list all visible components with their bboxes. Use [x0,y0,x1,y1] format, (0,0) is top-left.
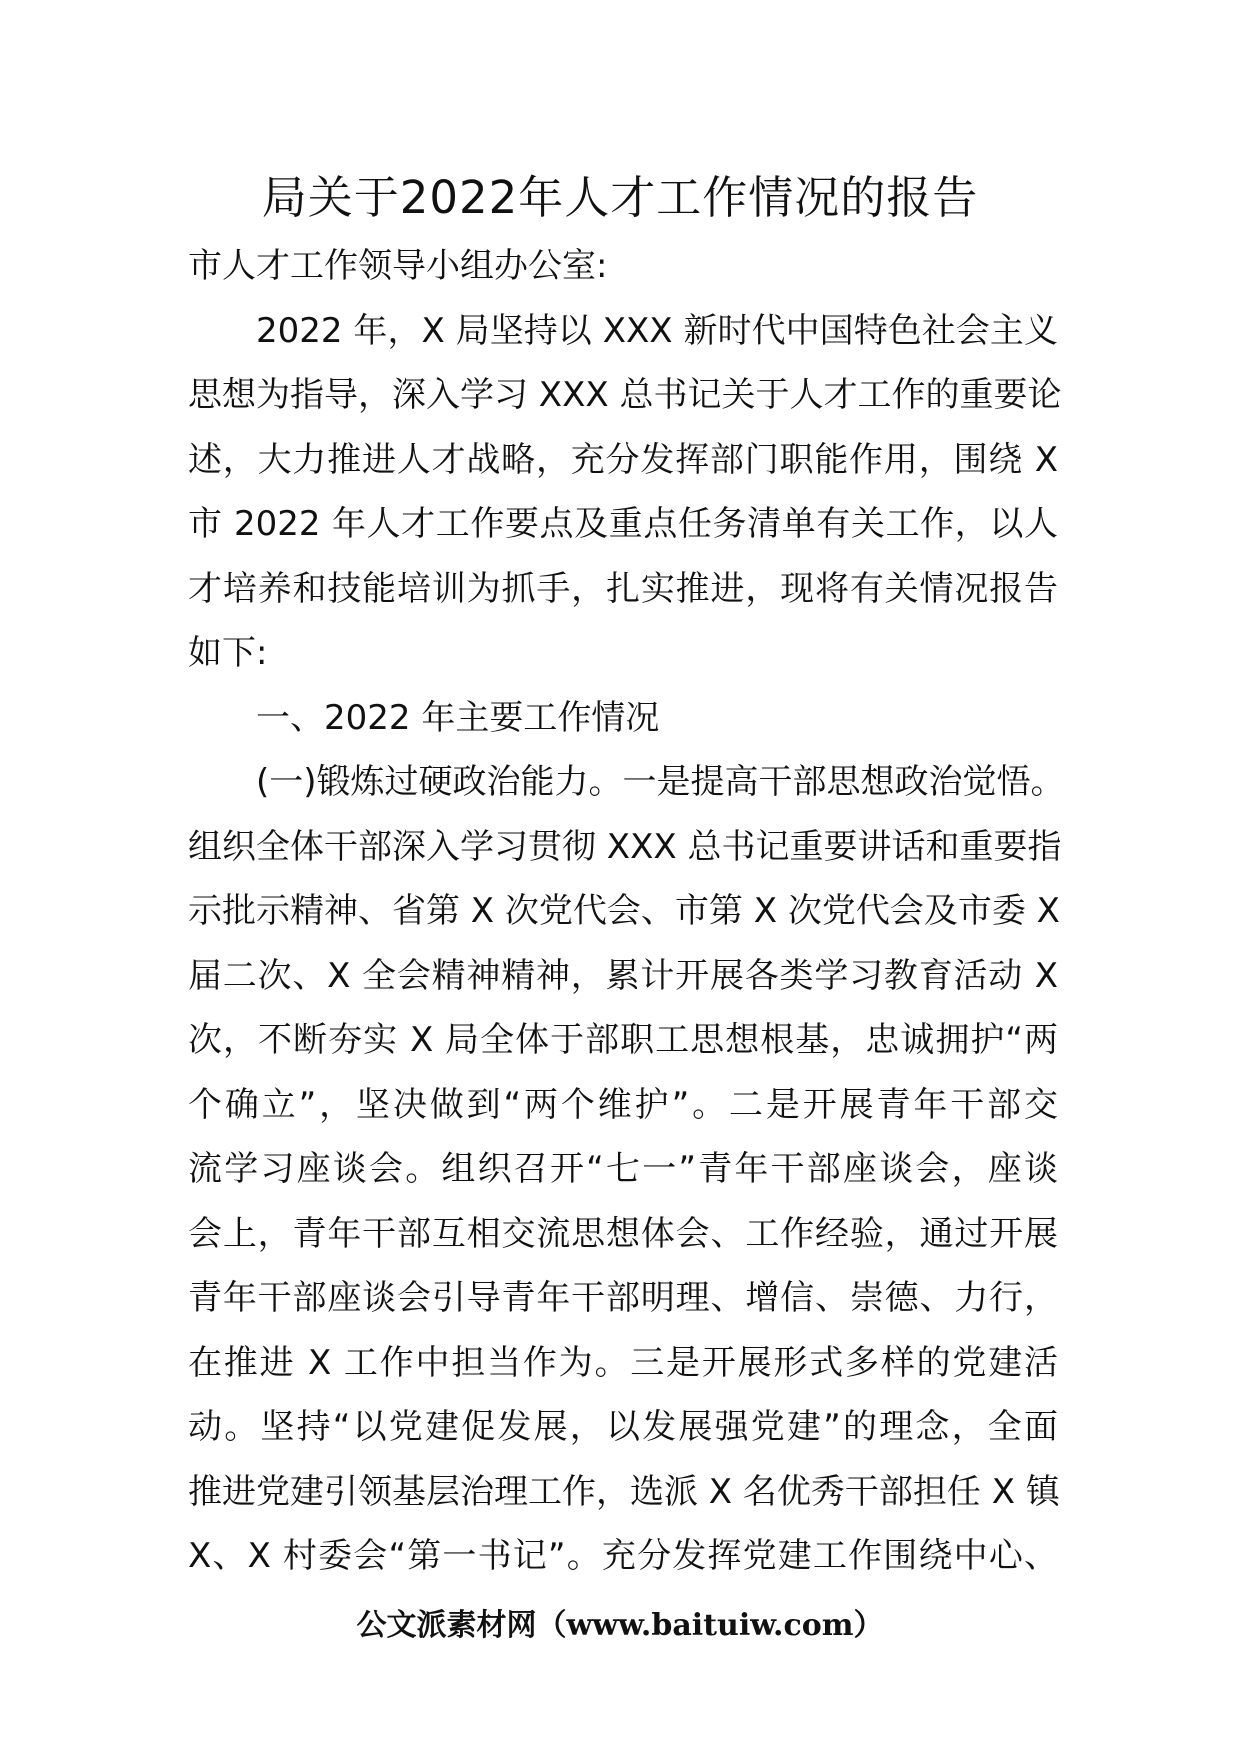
salutation-line: 市人才工作领导小组办公室: [188,246,608,286]
body-line: 思想为指导，深入学习 XXX 总书记关于人才工作的重要论 [188,375,1062,415]
body-line: 组织全体干部深入学习贯彻 XXX 总书记重要讲话和重要指 [188,826,1062,867]
body-line: 次，不断夯实 X 局全体于部职工思想根基，忠诚拥护“两 [188,1020,1058,1060]
document-body [188,234,1065,1589]
body-line: 述，大力推进人才战略，充分发挥部门职能作用，围绕 X [188,439,1058,480]
body-line: X、X 村委会“第一书记”。充分发挥党建工作围绕中心、 [188,1536,1058,1576]
body-line: 示批示精神、省第 X 次党代会、市第 X 次党代会及市委 X [188,891,1060,931]
body-line: 推进党建引领基层治理工作，选派 X 名优秀干部担任 X 镇 [188,1471,1060,1512]
body-line: 才培养和技能培训为抓手，扎实推进，现将有关情况报告 [188,568,1058,609]
body-line: 动。坚持“以党建促发展，以发展强党建”的理念，全面 [188,1407,1058,1447]
body-line: 流学习座谈会。组织召开“七一”青年干部座谈会，座谈 [188,1149,1058,1189]
body-line: (一)锻炼过硬政治能力。一是提高干部思想政治觉悟。 [256,762,1065,802]
body-line: 届二次、X 全会精神精神，累计开展各类学习教育活动 X [188,955,1058,996]
body-line: 会上，青年干部互相交流思想体会、工作经验，通过开展 [188,1213,1058,1254]
body-line: 2022 年，X 局坚持以 XXX 新时代中国特色社会主义 [256,310,1058,351]
footer-watermark: 公文派素材网（www.baituiw.com） [356,1608,884,1643]
body-line: 在推进 X 工作中担当作为。三是开展形式多样的党建活 [188,1342,1058,1383]
body-line: 如下: [188,633,268,673]
body-line: 市 2022 年人才工作要点及重点任务清单有关工作，以人 [188,504,1058,544]
body-line: 个确立”，坚决做到“两个维护”。二是开展青年干部交 [188,1084,1058,1125]
document-title: 局关于2022年人才工作情况的报告 [261,171,979,224]
body-line: 青年干部座谈会引导青年干部明理、增信、崇德、力行， [188,1278,1058,1318]
section-heading: 一、2022 年主要工作情况 [256,697,660,738]
